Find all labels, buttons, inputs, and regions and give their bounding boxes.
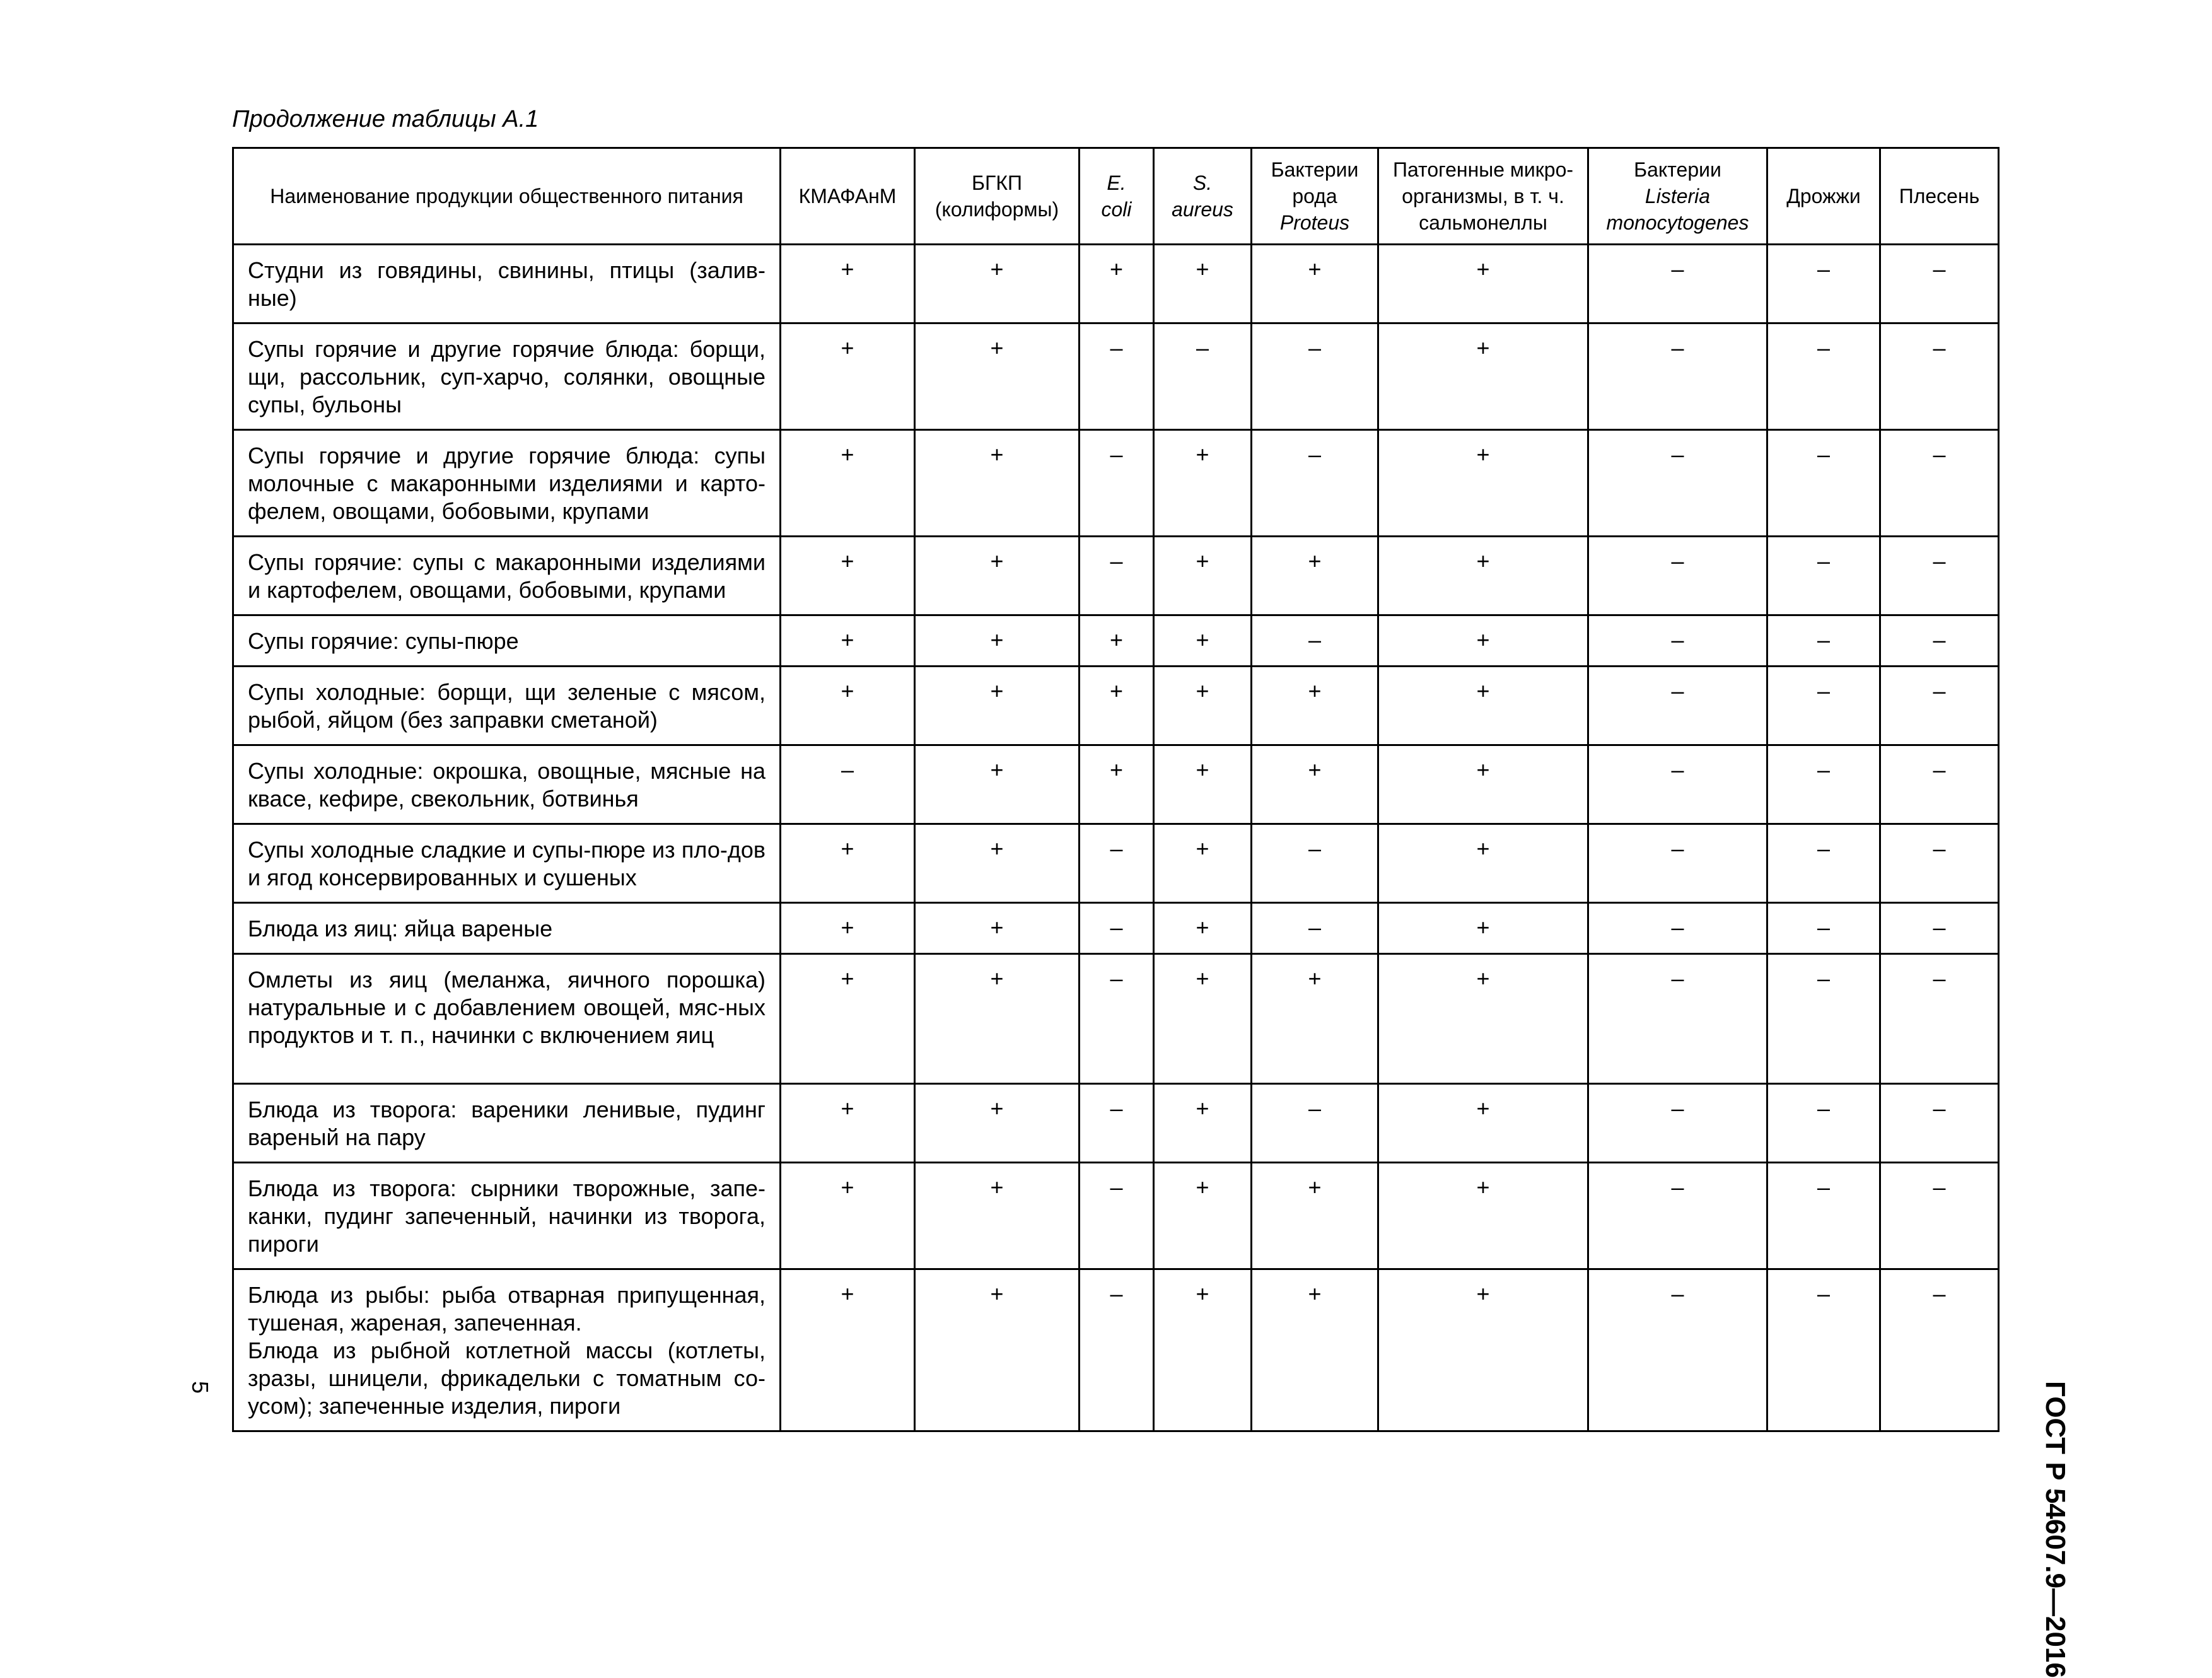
value-ecoli: + xyxy=(1080,615,1154,667)
table-row xyxy=(233,824,1999,903)
value-bgkp: + xyxy=(915,954,1080,1084)
table-row xyxy=(233,903,1999,954)
value-bgkp: + xyxy=(915,430,1080,537)
value-bgkp: + xyxy=(915,903,1080,954)
value-listeria: – xyxy=(1588,1084,1767,1163)
table-row xyxy=(233,323,1999,430)
value-proteus: + xyxy=(1252,1269,1378,1431)
value-bgkp: + xyxy=(915,323,1080,430)
value-proteus: + xyxy=(1252,1163,1378,1269)
value-pathogens: + xyxy=(1378,245,1588,323)
header-row xyxy=(233,148,1999,245)
value-kmafanm: + xyxy=(781,1084,915,1163)
value-listeria: – xyxy=(1588,745,1767,824)
value-saureus: + xyxy=(1154,1269,1252,1431)
header-bgkp: БГКП (колиформы) xyxy=(915,148,1080,245)
value-pathogens: + xyxy=(1378,537,1588,615)
value-ecoli: + xyxy=(1080,667,1154,745)
table-row xyxy=(233,1269,1999,1431)
value-proteus: + xyxy=(1252,954,1378,1084)
product-name: Супы горячие и другие горячие блюда: борщи, щи, рассольник, суп-харчо, солянки, овощные супы, бульоны xyxy=(233,323,781,430)
value-saureus: – xyxy=(1154,323,1252,430)
value-ecoli: – xyxy=(1080,1269,1154,1431)
value-proteus: – xyxy=(1252,323,1378,430)
product-name xyxy=(233,1269,781,1431)
value-ecoli: – xyxy=(1080,430,1154,537)
value-pathogens: + xyxy=(1378,615,1588,667)
table-caption: Продолжение таблицы А.1 xyxy=(232,106,539,132)
value-ecoli: – xyxy=(1080,903,1154,954)
value-listeria: – xyxy=(1588,1269,1767,1431)
value-proteus: + xyxy=(1252,245,1378,323)
value-yeast: – xyxy=(1767,954,1880,1084)
value-saureus: + xyxy=(1154,245,1252,323)
value-mold: – xyxy=(1880,1269,1999,1431)
value-mold: – xyxy=(1880,954,1999,1084)
value-kmafanm: + xyxy=(781,824,915,903)
value-listeria: – xyxy=(1588,824,1767,903)
value-pathogens: + xyxy=(1378,1163,1588,1269)
product-name: Блюда из творога: сырники творожные, запе-канки, пудинг запеченный, начинки из творога, пироги xyxy=(233,1163,781,1269)
value-saureus: + xyxy=(1154,1084,1252,1163)
value-listeria: – xyxy=(1588,954,1767,1084)
value-saureus: + xyxy=(1154,954,1252,1084)
header-product-name: Наименование продукции общественного питания xyxy=(233,148,781,245)
value-listeria: – xyxy=(1588,430,1767,537)
value-proteus: + xyxy=(1252,537,1378,615)
value-listeria: – xyxy=(1588,245,1767,323)
table-row xyxy=(233,430,1999,537)
value-yeast: – xyxy=(1767,430,1880,537)
value-pathogens: + xyxy=(1378,323,1588,430)
value-bgkp: + xyxy=(915,1084,1080,1163)
value-ecoli: – xyxy=(1080,537,1154,615)
value-kmafanm: + xyxy=(781,537,915,615)
value-proteus: – xyxy=(1252,824,1378,903)
value-mold: – xyxy=(1880,245,1999,323)
value-bgkp: + xyxy=(915,537,1080,615)
value-listeria: – xyxy=(1588,903,1767,954)
table-row xyxy=(233,537,1999,615)
value-yeast: – xyxy=(1767,615,1880,667)
value-ecoli: – xyxy=(1080,1163,1154,1269)
table-row xyxy=(233,667,1999,745)
value-pathogens: + xyxy=(1378,903,1588,954)
page-number: 5 xyxy=(187,1381,213,1394)
value-saureus: + xyxy=(1154,824,1252,903)
header-ecoli: E. coli xyxy=(1080,148,1154,245)
value-proteus: + xyxy=(1252,745,1378,824)
value-kmafanm: + xyxy=(781,1269,915,1431)
value-listeria: – xyxy=(1588,537,1767,615)
value-mold: – xyxy=(1880,824,1999,903)
table-row xyxy=(233,954,1999,1084)
value-kmafanm: – xyxy=(781,745,915,824)
value-mold: – xyxy=(1880,615,1999,667)
value-ecoli: – xyxy=(1080,1084,1154,1163)
header-proteus: Бактерии рода Proteus xyxy=(1252,148,1378,245)
value-yeast: – xyxy=(1767,667,1880,745)
value-proteus: – xyxy=(1252,1084,1378,1163)
value-bgkp: + xyxy=(915,1269,1080,1431)
product-name: Омлеты из яиц (меланжа, яичного порошка) натуральные и с добавлением овощей, мяс-ных продуктов и т. п., начинки с включением яиц xyxy=(233,954,781,1084)
value-saureus: + xyxy=(1154,667,1252,745)
value-kmafanm: + xyxy=(781,323,915,430)
value-yeast: – xyxy=(1767,903,1880,954)
value-pathogens: + xyxy=(1378,1269,1588,1431)
value-saureus: + xyxy=(1154,537,1252,615)
value-kmafanm: + xyxy=(781,667,915,745)
value-bgkp: + xyxy=(915,824,1080,903)
value-yeast: – xyxy=(1767,824,1880,903)
value-mold: – xyxy=(1880,667,1999,745)
table-row xyxy=(233,615,1999,667)
value-mold: – xyxy=(1880,903,1999,954)
table-row xyxy=(233,1163,1999,1269)
header-saureus: S. aureus xyxy=(1154,148,1252,245)
standard-designation: ГОСТ Р 54607.9—2016 xyxy=(2040,1381,2071,1678)
value-pathogens: + xyxy=(1378,667,1588,745)
table-row xyxy=(233,1084,1999,1163)
header-kmafanm: КМАФАнМ xyxy=(781,148,915,245)
value-kmafanm: + xyxy=(781,903,915,954)
product-name-part: Блюда из рыбной котлетной массы (котлеты, зразы, шницели, фрикадельки с томатным со-усом); запеченные изделия, пироги xyxy=(248,1337,765,1419)
value-mold: – xyxy=(1880,430,1999,537)
product-name-part: Блюда из рыбы: рыба отварная припущенная, тушеная, жареная, запеченная. xyxy=(248,1282,765,1336)
value-bgkp: + xyxy=(915,1163,1080,1269)
product-name: Блюда из творога: вареники ленивые, пудинг вареный на пару xyxy=(233,1084,781,1163)
product-name: Студни из говядины, свинины, птицы (залив-ные) xyxy=(233,245,781,323)
product-name: Супы холодные: борщи, щи зеленые с мясом, рыбой, яйцом (без заправки сметаной) xyxy=(233,667,781,745)
table-row xyxy=(233,745,1999,824)
value-yeast: – xyxy=(1767,1084,1880,1163)
product-name: Супы горячие и другие горячие блюда: супы молочные с макаронными изделиями и карто-фелем, овощами, бобовыми, крупами xyxy=(233,430,781,537)
value-mold: – xyxy=(1880,537,1999,615)
value-yeast: – xyxy=(1767,1163,1880,1269)
value-listeria: – xyxy=(1588,667,1767,745)
value-kmafanm: + xyxy=(781,1163,915,1269)
header-mold: Плесень xyxy=(1880,148,1999,245)
product-name: Супы горячие: супы-пюре xyxy=(233,615,781,667)
value-yeast: – xyxy=(1767,323,1880,430)
value-kmafanm: + xyxy=(781,615,915,667)
header-pathogens: Патогенные микро- организмы, в т. ч. сальмонеллы xyxy=(1378,148,1588,245)
value-ecoli: – xyxy=(1080,954,1154,1084)
product-name: Супы горячие: супы с макаронными изделиями и картофелем, овощами, бобовыми, крупами xyxy=(233,537,781,615)
value-listeria: – xyxy=(1588,323,1767,430)
microbiology-table xyxy=(232,147,2000,1432)
value-saureus: + xyxy=(1154,430,1252,537)
table-row xyxy=(233,245,1999,323)
value-proteus: – xyxy=(1252,615,1378,667)
value-ecoli: – xyxy=(1080,323,1154,430)
value-ecoli: – xyxy=(1080,824,1154,903)
value-proteus: – xyxy=(1252,903,1378,954)
value-bgkp: + xyxy=(915,615,1080,667)
value-bgkp: + xyxy=(915,745,1080,824)
value-kmafanm: + xyxy=(781,430,915,537)
value-pathogens: + xyxy=(1378,824,1588,903)
value-bgkp: + xyxy=(915,667,1080,745)
value-mold: – xyxy=(1880,323,1999,430)
value-yeast: – xyxy=(1767,245,1880,323)
product-name: Супы холодные: окрошка, овощные, мясные на квасе, кефире, свекольник, ботвинья xyxy=(233,745,781,824)
value-mold: – xyxy=(1880,745,1999,824)
value-pathogens: + xyxy=(1378,1084,1588,1163)
value-proteus: – xyxy=(1252,430,1378,537)
product-name: Супы холодные сладкие и супы-пюре из пло-дов и ягод консервированных и сушеных xyxy=(233,824,781,903)
value-saureus: + xyxy=(1154,745,1252,824)
value-pathogens: + xyxy=(1378,954,1588,1084)
header-yeast: Дрожжи xyxy=(1767,148,1880,245)
value-kmafanm: + xyxy=(781,245,915,323)
value-yeast: – xyxy=(1767,745,1880,824)
value-pathogens: + xyxy=(1378,430,1588,537)
value-yeast: – xyxy=(1767,537,1880,615)
value-proteus: + xyxy=(1252,667,1378,745)
value-pathogens: + xyxy=(1378,745,1588,824)
value-saureus: + xyxy=(1154,903,1252,954)
value-ecoli: + xyxy=(1080,245,1154,323)
value-listeria: – xyxy=(1588,1163,1767,1269)
value-mold: – xyxy=(1880,1084,1999,1163)
value-saureus: + xyxy=(1154,615,1252,667)
value-listeria: – xyxy=(1588,615,1767,667)
value-bgkp: + xyxy=(915,245,1080,323)
value-kmafanm: + xyxy=(781,954,915,1084)
product-name: Блюда из яиц: яйца вареные xyxy=(233,903,781,954)
value-mold: – xyxy=(1880,1163,1999,1269)
value-yeast: – xyxy=(1767,1269,1880,1431)
value-saureus: + xyxy=(1154,1163,1252,1269)
value-ecoli: + xyxy=(1080,745,1154,824)
header-listeria: Бактерии Listeria monocytogenes xyxy=(1588,148,1767,245)
